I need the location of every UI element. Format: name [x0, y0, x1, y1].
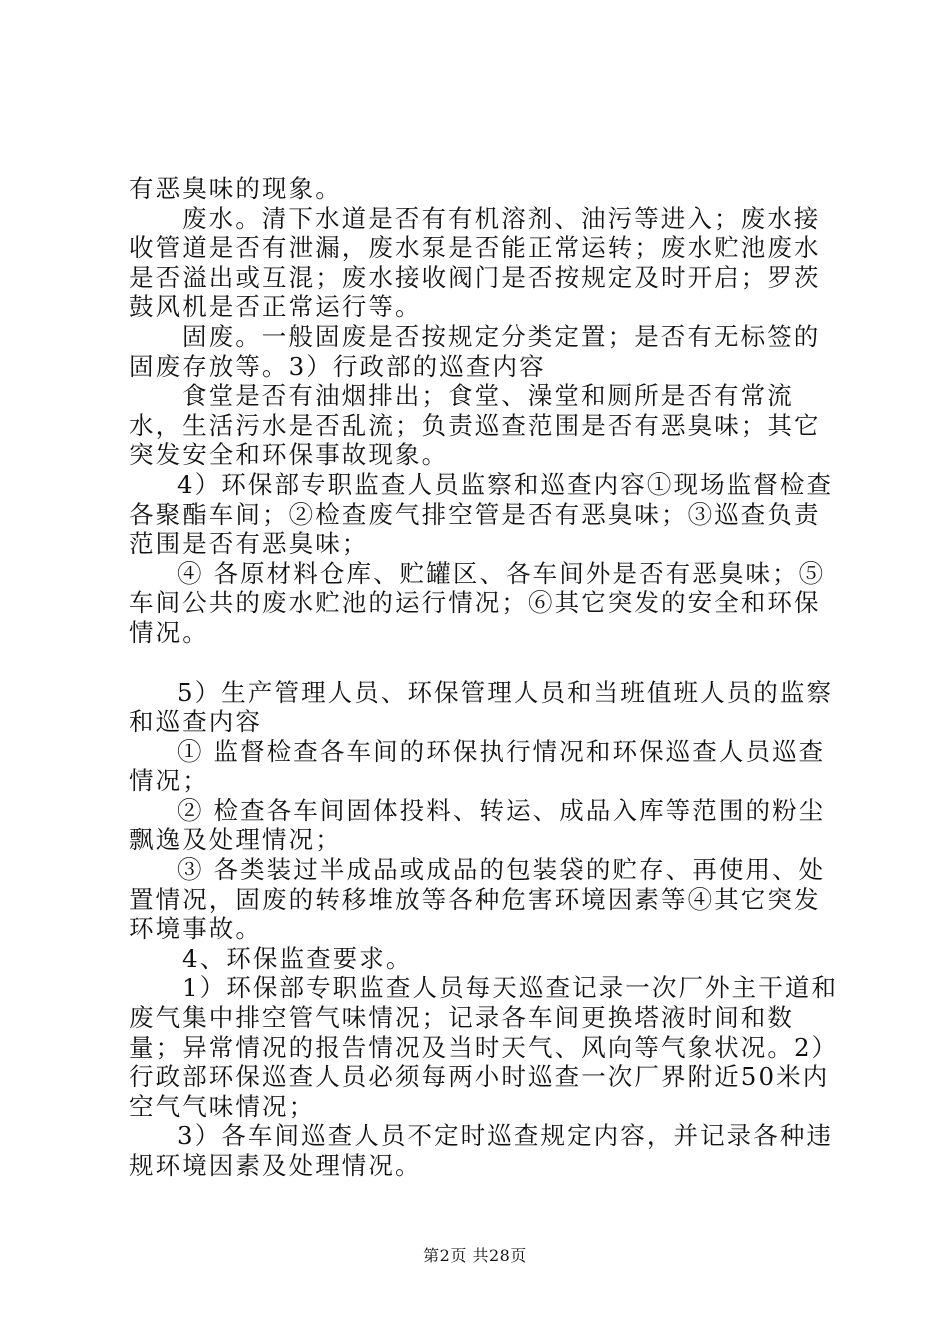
paragraph-6: ④ 各原材料仓库、贮罐区、各车间外是否有恶臭味；⑤车间公共的废水贮池的运行情况；⑥其它突发的安全和环保情况。 — [129, 558, 826, 647]
paragraph-1: 有恶臭味的现象。 — [129, 174, 342, 203]
paragraph-3: 固废。一般固废是否按规定分类定置；是否有无标签的固废存放等。3）行政部的巡查内容 — [129, 321, 821, 381]
paragraph-5: 4）环保部专职监查人员监察和巡查内容①现场监督检查各聚酯车间；②检查废气排空管是否有恶臭味；③巡查负责范围是否有恶臭味； — [129, 469, 834, 559]
paragraph-13: 3）各车间巡查人员不定时巡查规定内容，并记录各种违规环境因素及处理情况。 — [129, 1121, 834, 1180]
page-number-footer: 第2页 共28页 — [423, 1246, 527, 1265]
paragraph-2: 废水。清下水道是否有有机溶剂、油污等进入；废水接收管道是否有泄漏，废水泵是否能正常运转；废水贮池废水是否溢出或互混；废水接收阀门是否按规定及时开启；罗茨鼓风机是否正常运行等。 — [129, 203, 821, 322]
paragraph-7: 5）生产管理人员、环保管理人员和当班值班人员的监察和巡查内容 — [129, 677, 834, 737]
paragraph-11: 4、环保监查要求。 — [182, 943, 413, 973]
paragraph-12: 1）环保部专职监查人员每天巡查记录一次厂外主干道和废气集中排空管气味情况；记录各车间更换塔液时间和数量；异常情况的报告情况及当时天气、风向等气象状况。2）行政部环保巡查人员必须每两小时巡查一次厂界附近50米内空气气味情况； — [129, 973, 839, 1121]
paragraph-8: ① 监督检查各车间的环保执行情况和环保巡查人员巡查情况； — [129, 736, 826, 796]
document-body — [129, 174, 841, 1181]
paragraph-10: ③ 各类装过半成品或成品的包装袋的贮存、再使用、处置情况，固废的转移堆放等各种危害环境因素等④其它突发环境事故。 — [129, 855, 826, 944]
paragraph-4: 食堂是否有油烟排出；食堂、澡堂和厕所是否有常流水，生活污水是否乱流；负责巡查范围是否有恶臭味；其它突发安全和环保事故现象。 — [129, 381, 821, 470]
paragraph-9: ② 检查各车间固体投料、转运、成品入库等范围的粉尘飘逸及处理情况； — [129, 795, 826, 855]
paragraph-spacer — [129, 648, 841, 678]
